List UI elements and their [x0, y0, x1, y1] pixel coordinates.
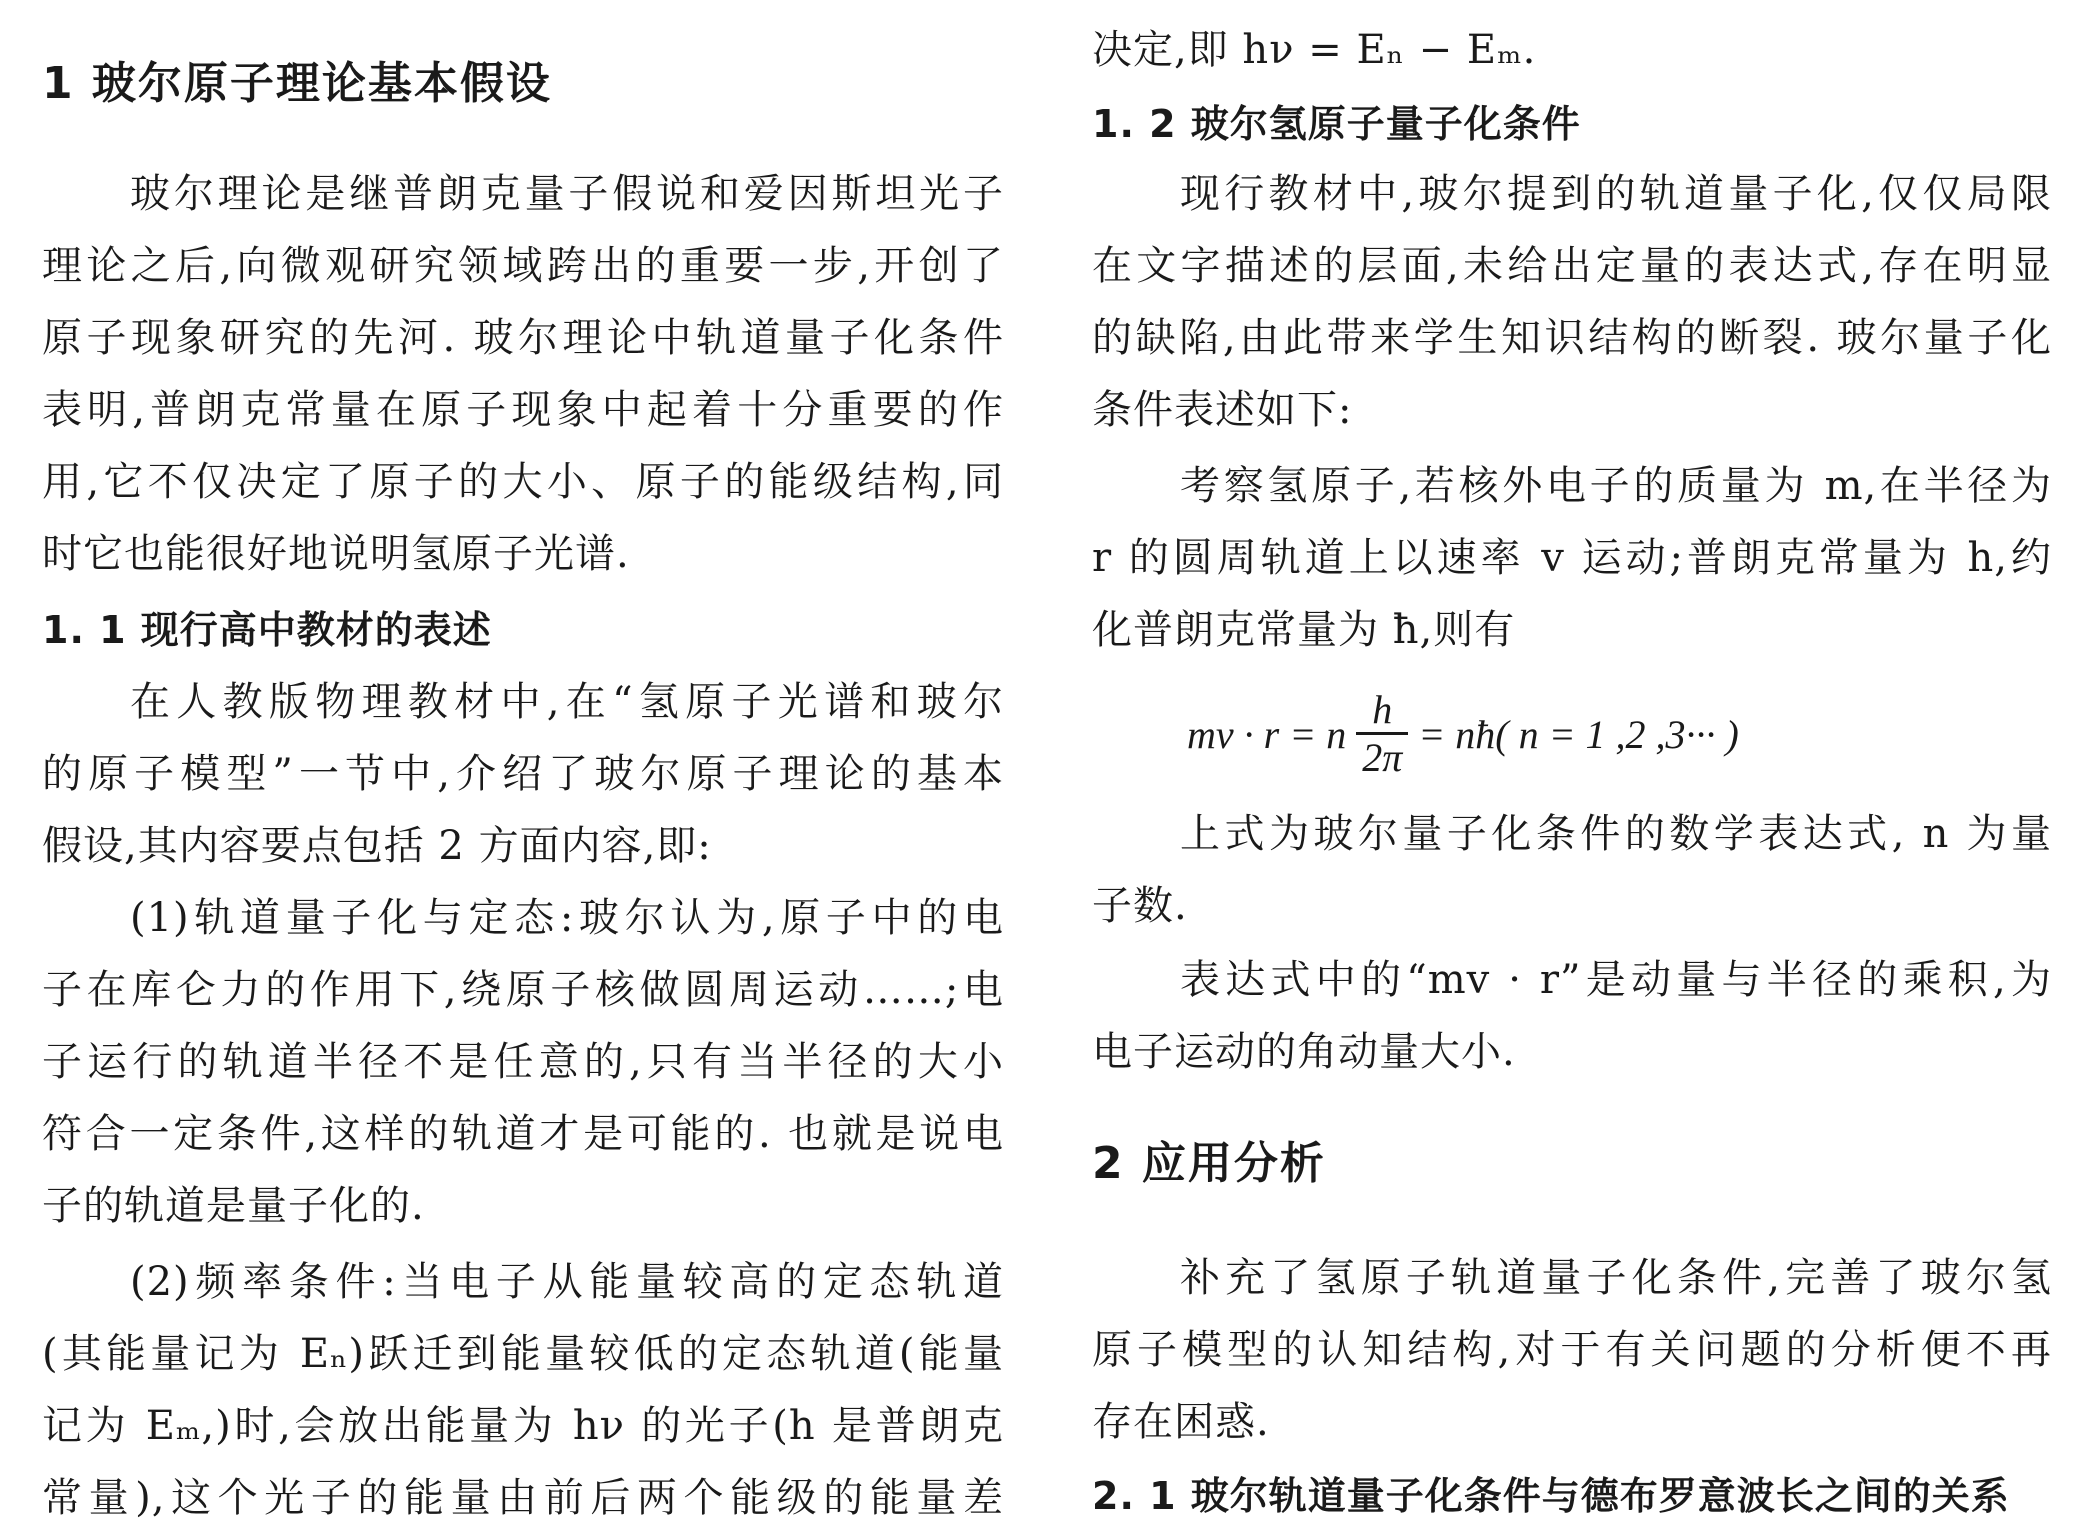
continuation-line: 决定,即 hν = Eₙ − Eₘ.	[1092, 27, 1537, 73]
point-1-line-3: 子运行的轨道半径不是任意的,只有当半径的大小	[42, 1039, 1004, 1085]
hydrogen-line-3: 化普朗克常量为 ħ,则有	[1092, 607, 1516, 653]
intro-line-6: 时它也能很好地说明氢原子光谱.	[42, 531, 630, 577]
intro-line-5: 用,它不仅决定了原子的大小、原子的能级结构,同	[42, 459, 1004, 505]
formula-lhs: mv · r = n	[1187, 712, 1347, 757]
point-2-line-2: (其能量记为 Eₙ)跃迁到能量较低的定态轨道(能量	[42, 1331, 1004, 1377]
application-line-2: 原子模型的认知结构,对于有关问题的分析便不再	[1092, 1327, 2052, 1373]
subsection-1-1-heading: 1. 1 现行高中教材的表述	[42, 608, 492, 652]
intro-line-4: 表明,普朗克常量在原子现象中起着十分重要的作	[42, 387, 1004, 433]
hydrogen-line-2: r 的圆周轨道上以速率 v 运动;普朗克常量为 h,约	[1092, 535, 2052, 581]
subsection-1-2-heading: 1. 2 玻尔氢原子量子化条件	[1092, 102, 1581, 146]
intro-line-2: 理论之后,向微观研究领域跨出的重要一步,开创了	[42, 243, 1004, 289]
condition-line-3: 的缺陷,由此带来学生知识结构的断裂. 玻尔量子化	[1092, 315, 2052, 361]
application-line-3: 存在困惑.	[1092, 1399, 1270, 1445]
section-1-heading: 1 玻尔原子理论基本假设	[42, 58, 552, 109]
formula-rhs: = nħ( n = 1 ,2 ,3··· )	[1418, 712, 1739, 757]
textbook-line-1: 在人教版物理教材中,在“氢原子光谱和玻尔	[130, 679, 1004, 725]
textbook-line-3: 假设,其内容要点包括 2 方面内容,即:	[42, 823, 712, 869]
quantization-formula	[1187, 688, 1739, 781]
point-1-line-2: 子在库仑力的作用下,绕原子核做圆周运动……;电	[42, 967, 1004, 1013]
formula-explain-line-1: 上式为玻尔量子化条件的数学表达式, n 为量	[1180, 811, 2052, 857]
point-2-line-4: 常量),这个光子的能量由前后两个能级的能量差	[42, 1475, 1004, 1521]
point-1-line-4: 符合一定条件,这样的轨道才是可能的. 也就是说电	[42, 1111, 1004, 1157]
intro-line-1: 玻尔理论是继普朗克量子假说和爱因斯坦光子	[130, 171, 1004, 217]
section-2-heading: 2 应用分析	[1092, 1138, 1326, 1189]
condition-line-1: 现行教材中,玻尔提到的轨道量子化,仅仅局限	[1180, 171, 2052, 217]
fraction-numerator: h	[1372, 687, 1393, 732]
momentum-line-2: 电子运动的角动量大小.	[1092, 1029, 1516, 1075]
condition-line-2: 在文字描述的层面,未给出定量的表达式,存在明显	[1092, 243, 2052, 289]
intro-line-3: 原子现象研究的先河. 玻尔理论中轨道量子化条件	[42, 315, 1004, 361]
formula-explain-line-2: 子数.	[1092, 883, 1188, 929]
point-2-line-1: (2)频率条件:当电子从能量较高的定态轨道	[130, 1259, 1004, 1305]
application-line-1: 补充了氢原子轨道量子化条件,完善了玻尔氢	[1180, 1255, 2052, 1301]
subsection-2-1-heading: 2. 1 玻尔轨道量子化条件与德布罗意波长之间的关系	[1092, 1474, 2010, 1518]
momentum-line-1: 表达式中的“mv · r”是动量与半径的乘积,为	[1180, 957, 2052, 1003]
condition-line-4: 条件表述如下:	[1092, 387, 1353, 433]
point-1-line-5: 子的轨道是量子化的.	[42, 1183, 425, 1229]
fraction-denominator: 2π	[1362, 735, 1403, 780]
hydrogen-line-1: 考察氢原子,若核外电子的质量为 m,在半径为	[1180, 463, 2052, 509]
point-1-line-1: (1)轨道量子化与定态:玻尔认为,原子中的电	[130, 895, 1004, 941]
textbook-line-2: 的原子模型”一节中,介绍了玻尔原子理论的基本	[42, 751, 1004, 797]
point-2-line-3: 记为 Eₘ,)时,会放出能量为 hν 的光子(h 是普朗克	[42, 1403, 1004, 1449]
formula-fraction	[1356, 688, 1408, 781]
